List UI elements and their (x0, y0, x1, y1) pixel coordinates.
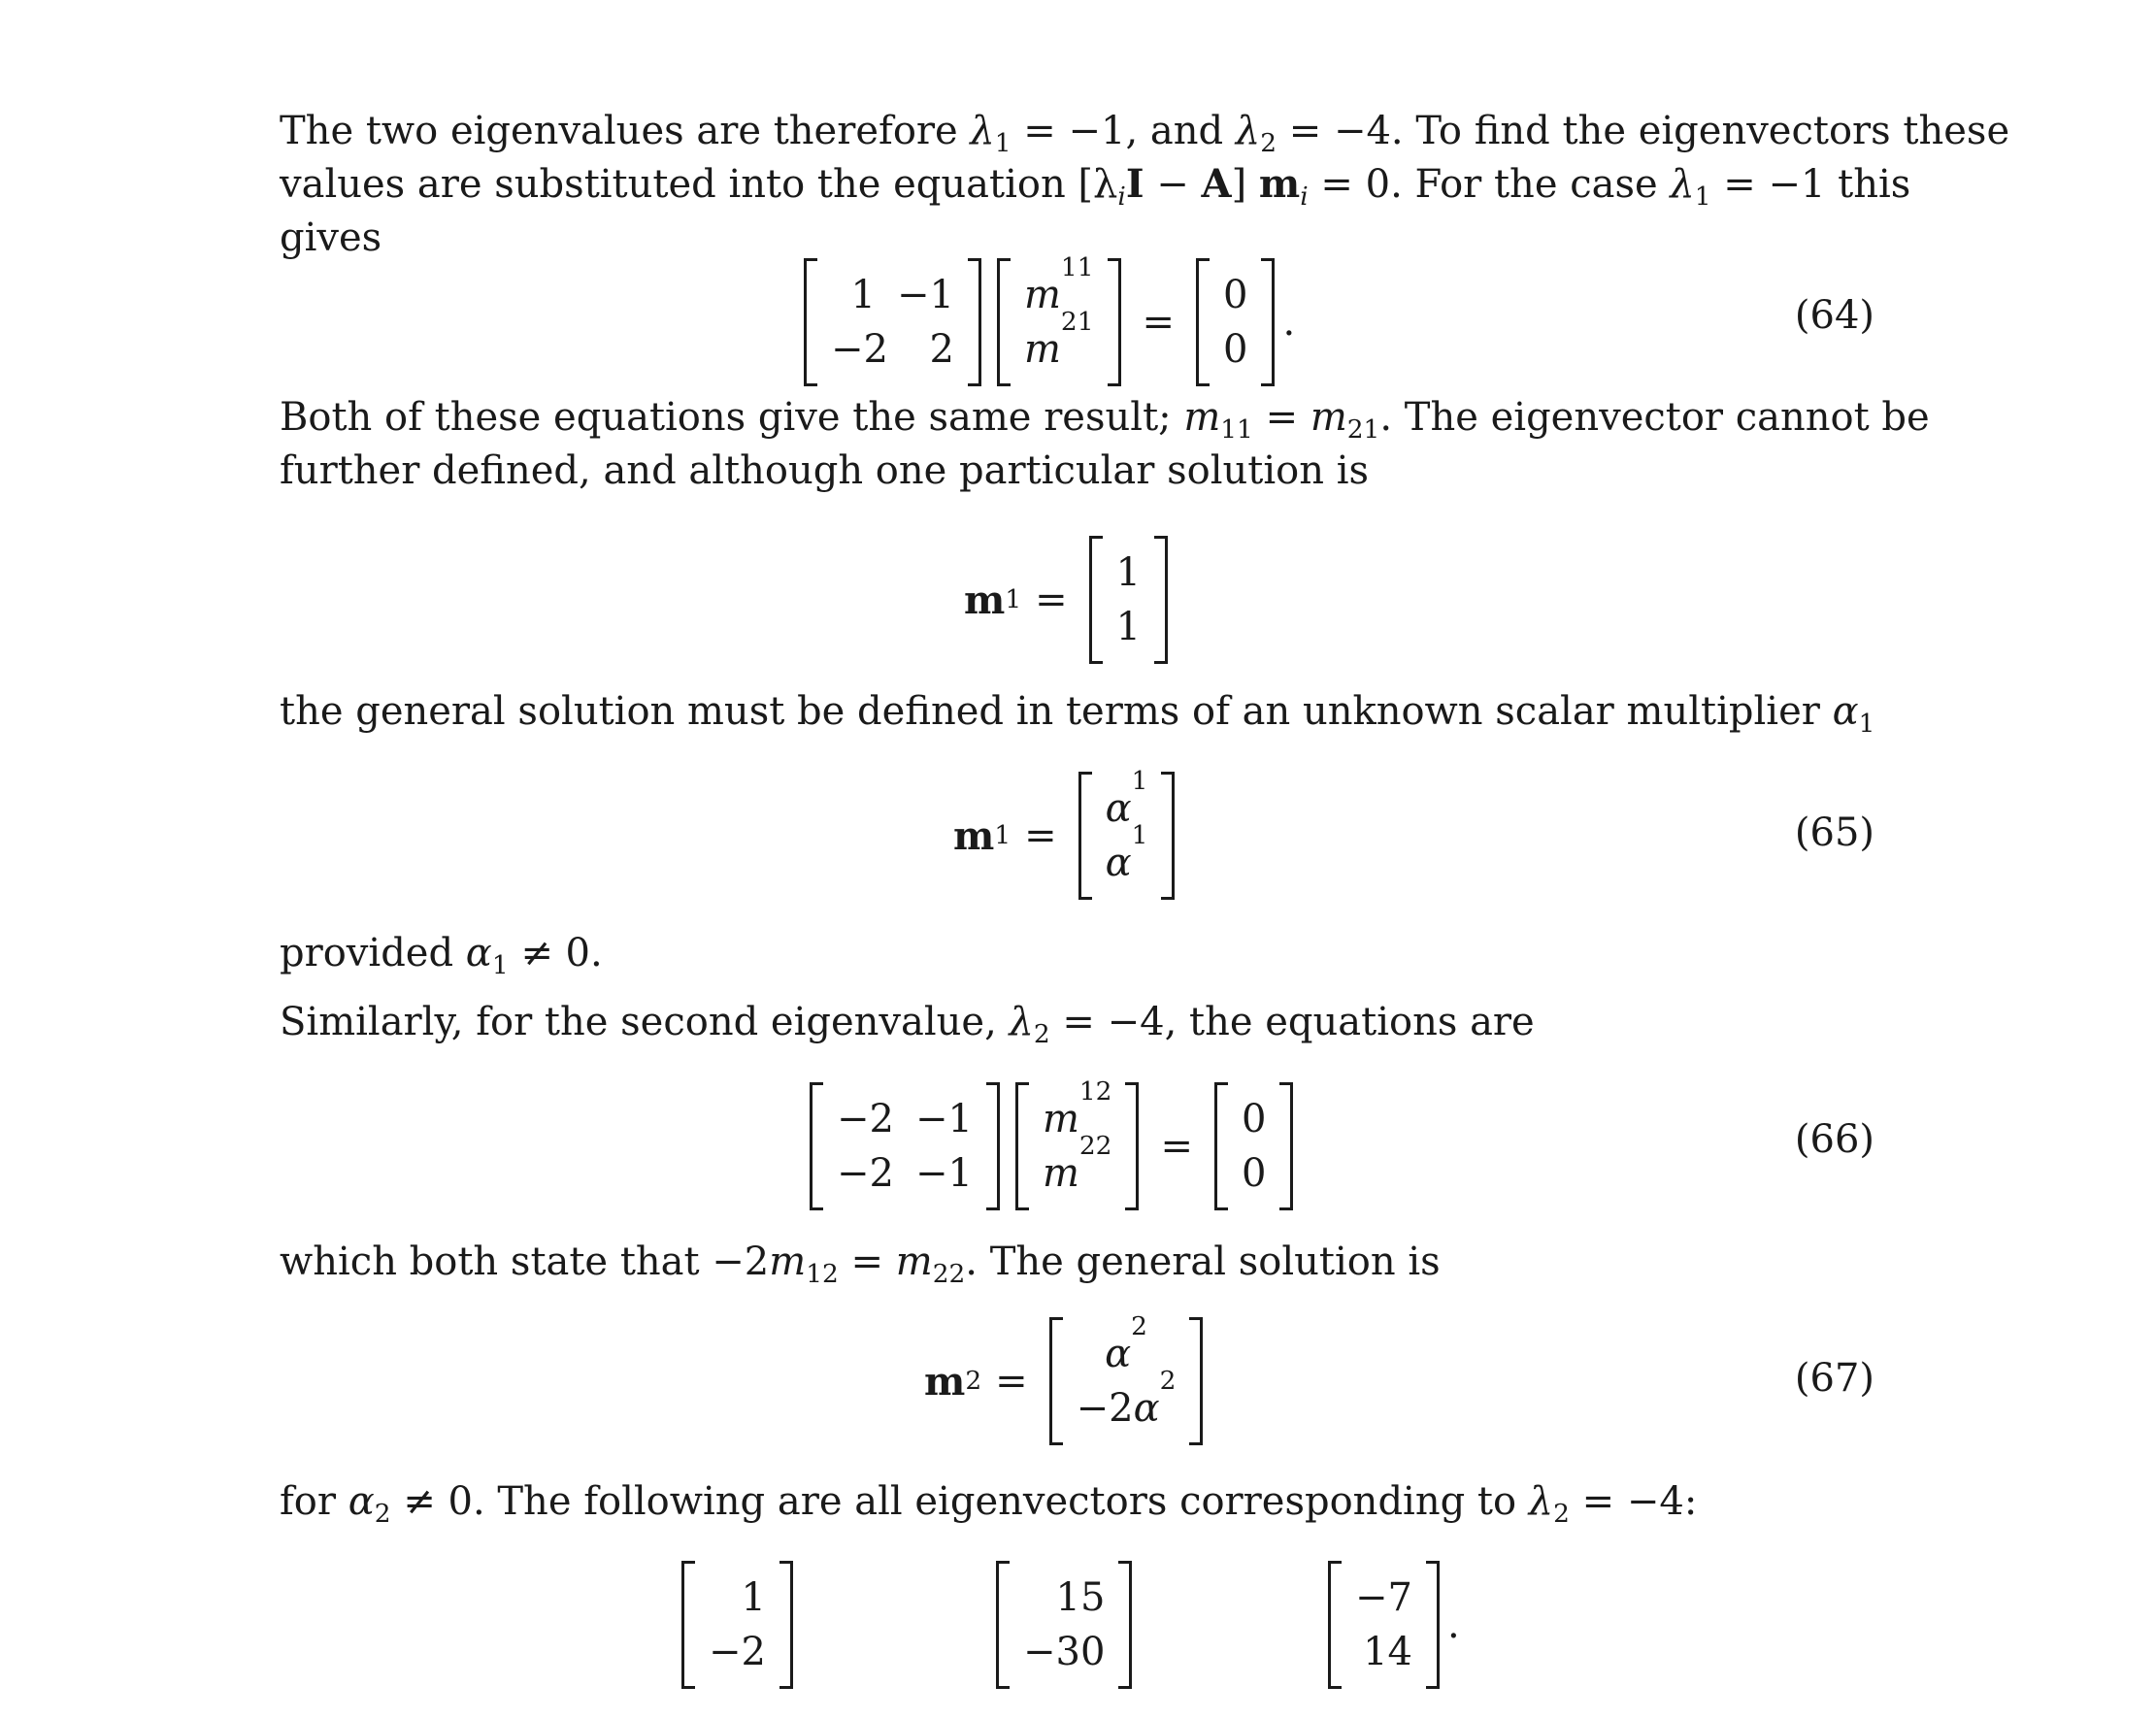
paragraph-eigenvalues-line-3: gives (280, 215, 382, 260)
paragraph-second-eigenvalue: Similarly, for the second eigenvalue, $\lambda_2 = -4$, the equations are (280, 1000, 1535, 1049)
equation-66: −2 −1 −2 −1 m 12 m 22 = 0 0 (802, 1082, 1301, 1210)
equation-number-65: (65) (1794, 810, 1874, 855)
paragraph-provided: provided $\alpha_1 \ne 0$. (280, 931, 603, 980)
coefficient-matrix-64: 1 −1 −2 2 (804, 258, 981, 386)
paragraph-both-state: which both state that $-2m_{12} = m_{22}$. The general solution is (280, 1240, 1441, 1289)
example-eigenvector-1: 1 −2 (674, 1561, 801, 1689)
example-eigenvector-2: 15 −30 (988, 1561, 1140, 1689)
example-eigenvector-3: −7 14 . (1320, 1561, 1460, 1689)
particular-solution-vector: 1 1 (1089, 536, 1168, 664)
zero-vector-64: 0 0 (1196, 258, 1275, 386)
general-vector-67: α 2 −2 α 2 (1049, 1317, 1204, 1445)
alpha-vector-65: α 1 α 1 (1078, 772, 1176, 900)
paragraph-eigenvalues-line-2: values are substituted into the equation $[\lambda_iI - A] m_i = 0$. For the case $\lambda_1 = -1$ this (280, 161, 1911, 212)
zero-vector-66: 0 0 (1214, 1082, 1293, 1210)
equation-64: 1 −1 −2 2 m 11 m 21 = 0 0 . (796, 258, 1295, 386)
unknown-vector-64: m 11 m 21 (997, 258, 1121, 386)
equation-67: m 2 = α 2 −2 α 2 (924, 1317, 1211, 1445)
coefficient-matrix-66: −2 −1 −2 −1 (810, 1082, 1000, 1210)
paragraph-eigenvalues-line-1: The two eigenvalues are therefore $\lambda_1 = -1$, and $\lambda_2 = -4$. To find the eigenvectors these (280, 109, 2010, 158)
particular-solution: m 1 = 1 1 (964, 536, 1176, 664)
paragraph-result-line-2: further defined, and although one particular solution is (280, 448, 1370, 493)
equation-number-66: (66) (1794, 1117, 1874, 1162)
equation-number-64: (64) (1794, 293, 1874, 338)
paragraph-result-line-1: Both of these equations give the same result; $m_{11} = m_{21}$. The eigenvector cannot be (280, 395, 1930, 445)
paragraph-following-eigenvectors: for $\alpha_2 \ne 0$. The following are all eigenvectors corresponding to $\lambda_2 = -4$: (280, 1479, 1698, 1529)
equation-number-67: (67) (1794, 1356, 1874, 1401)
equation-65: m 1 = α 1 α 1 (953, 772, 1182, 900)
unknown-vector-66: m 12 m 22 (1015, 1082, 1140, 1210)
paragraph-general-solution: the general solution must be defined in terms of an unknown scalar multiplier $\alpha_1$ (280, 689, 1875, 739)
